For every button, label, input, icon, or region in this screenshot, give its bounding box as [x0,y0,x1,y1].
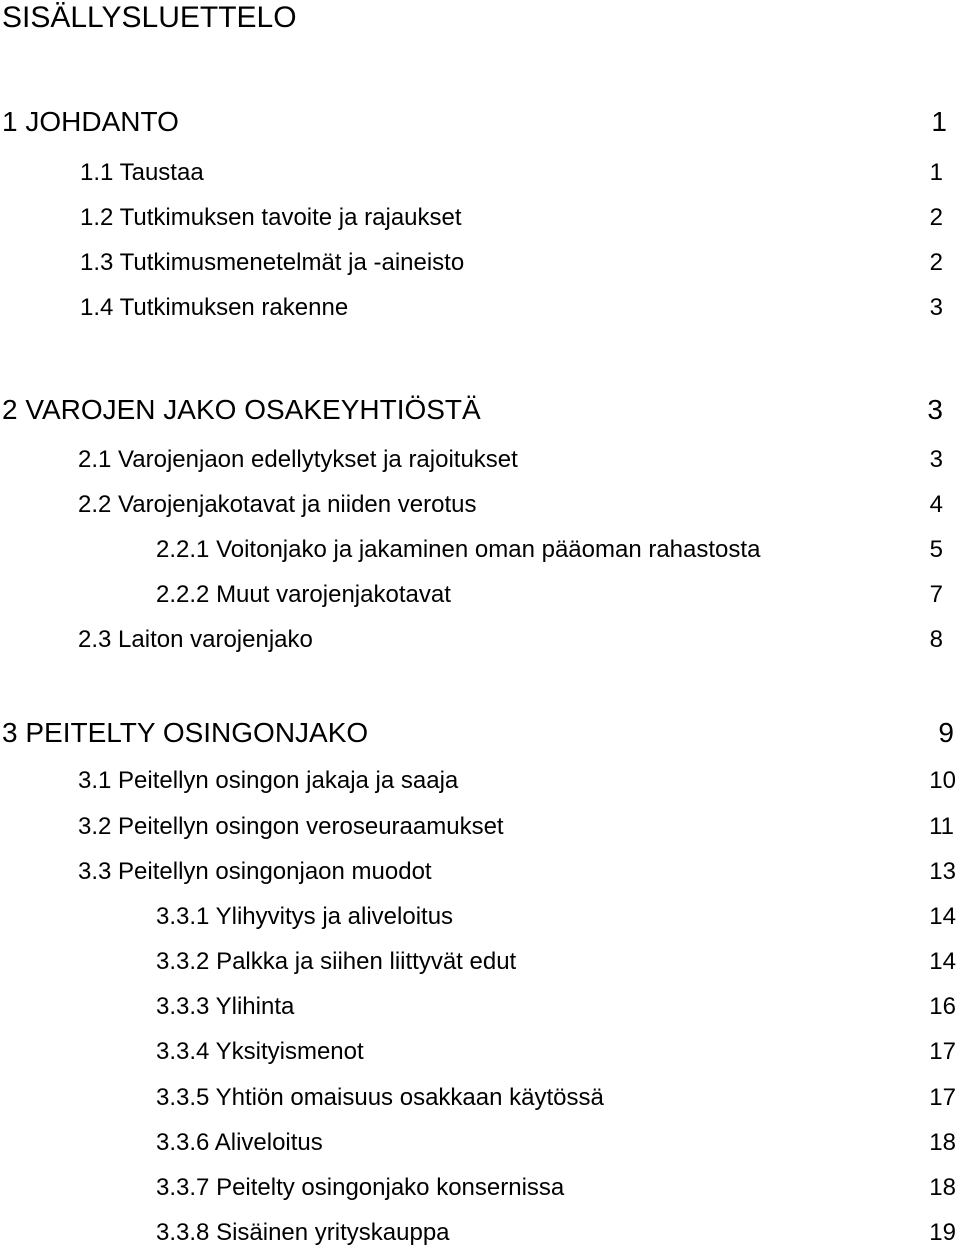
toc-entry-1-2[interactable] [0,202,960,242]
toc-entry-3-3-5[interactable] [0,1082,960,1122]
toc-entry-page: 18 [929,1174,956,1201]
toc-title: SISÄLLYSLUETTELO [2,1,297,34]
toc-entry-label: Aliveloitus [214,1129,323,1156]
toc-entry-page: 2 [929,249,943,276]
toc-entry-label: Ylihinta [215,993,295,1020]
toc-entry-page: 3 [929,446,943,473]
toc-entry-label: Palkka ja siihen liittyvät edut [216,948,517,975]
toc-entry-page: 9 [938,717,954,748]
toc-entry-number: 3.1 [78,767,112,794]
toc-entry-label: Peitelty osingonjako konsernissa [216,1174,565,1201]
toc-entry-page: 13 [929,858,956,885]
toc-entry-number: 3.3.4 [156,1038,210,1065]
toc-entry-number: 3.3.1 [156,903,210,930]
toc-entry-label: VAROJEN JAKO OSAKEYHTIÖSTÄ [25,394,481,425]
toc-entry-2[interactable] [0,392,960,432]
toc-entry-number: 3.3.3 [156,993,210,1020]
toc-entry-3-3-7[interactable] [0,1172,960,1212]
toc-entry-page: 1 [929,159,943,186]
toc-entry-number: 2.2.2 [156,581,210,608]
toc-entry-3-3[interactable] [0,856,960,896]
toc-entry-page: 3 [929,294,943,321]
toc-entry-label: Peitellyn osingon jakaja ja saaja [118,767,459,794]
toc-entry-label: JOHDANTO [25,106,179,137]
toc-entry-page: 14 [929,903,956,930]
toc-entry-page: 17 [929,1038,956,1065]
toc-entry-label: Peitellyn osingonjaon muodot [118,858,432,885]
toc-entry-page: 5 [929,536,943,563]
toc-entry-number: 1 [2,106,18,137]
toc-entry-number: 3 [2,717,18,748]
toc-entry-page: 8 [929,626,943,653]
toc-entry-2-2[interactable] [0,489,960,529]
toc-entry-number: 2.1 [78,446,112,473]
toc-entry-page: 18 [929,1129,956,1156]
toc-entry-2-2-1[interactable] [0,534,960,574]
toc-entry-label: PEITELTY OSINGONJAKO [25,717,369,748]
toc-entry-label: Tutkimuksen tavoite ja rajaukset [119,204,462,231]
toc-entry-1-4[interactable] [0,292,960,332]
toc-entry-page: 17 [929,1084,956,1111]
toc-entry-page: 4 [929,491,943,518]
toc-entry-number: 3.3.2 [156,948,210,975]
toc-entry-number: 2.2.1 [156,536,210,563]
toc-entry-page: 14 [929,948,956,975]
toc-entry-number: 3.3.7 [156,1174,210,1201]
toc-entry-1-1[interactable] [0,157,960,197]
toc-entry-label: Ylihyvitys ja aliveloitus [215,903,454,930]
toc-entry-3-3-1[interactable] [0,901,960,941]
toc-entry-3-2[interactable] [0,811,960,851]
toc-entry-page: 10 [929,767,956,794]
toc-entry-3-3-3[interactable] [0,991,960,1031]
toc-entry-label: Sisäinen yrityskauppa [216,1219,450,1246]
toc-entry-page: 1 [931,106,947,137]
toc-entry-label: Tutkimusmenetelmät ja -aineisto [119,249,465,276]
toc-entry-number: 3.3.8 [156,1219,210,1246]
toc-entry-number: 2 [2,394,18,425]
toc-entry-number: 1.4 [80,294,114,321]
toc-entry-page: 7 [929,581,943,608]
toc-entry-number: 3.2 [78,813,112,840]
toc-entry-3-1[interactable] [0,765,960,805]
toc-entry-label: Yhtiön omaisuus osakkaan käytössä [215,1084,604,1111]
toc-entry-label: Varojenjaon edellytykset ja rajoitukset [118,446,518,473]
toc-entry-number: 1.3 [80,249,114,276]
toc-entry-label: Taustaa [119,159,204,186]
toc-entry-label: Yksityismenot [215,1038,364,1065]
toc-entry-1[interactable] [0,104,960,144]
toc-entry-page: 2 [929,204,943,231]
toc-entry-label: Varojenjakotavat ja niiden verotus [118,491,477,518]
toc-entry-3[interactable] [0,715,960,755]
toc-entry-3-3-4[interactable] [0,1036,960,1076]
toc-entry-number: 3.3 [78,858,112,885]
toc-entry-label: Laiton varojenjako [118,626,313,653]
toc-entry-2-3[interactable] [0,624,960,664]
toc-entry-label: Peitellyn osingon veroseuraamukset [118,813,504,840]
toc-entry-number: 1.1 [80,159,114,186]
toc-entry-number: 2.2 [78,491,112,518]
toc-entry-number: 3.3.6 [156,1129,210,1156]
toc-entry-3-3-6[interactable] [0,1127,960,1167]
toc-entry-3-3-8[interactable] [0,1217,960,1257]
toc-entry-3-3-2[interactable] [0,946,960,986]
toc-entry-number: 1.2 [80,204,114,231]
toc-entry-1-3[interactable] [0,247,960,287]
toc-entry-page: 16 [929,993,956,1020]
toc-entry-2-1[interactable] [0,444,960,484]
toc-entry-page: 19 [929,1219,956,1246]
toc-entry-label: Muut varojenjakotavat [216,581,451,608]
toc-entry-number: 3.3.5 [156,1084,210,1111]
toc-entry-page: 11 [929,813,954,840]
toc-entry-label: Voitonjako ja jakaminen oman pääoman rahastosta [216,536,761,563]
toc-entry-label: Tutkimuksen rakenne [119,294,349,321]
toc-entry-number: 2.3 [78,626,112,653]
toc-entry-2-2-2[interactable] [0,579,960,619]
toc-entry-page: 3 [927,394,943,425]
